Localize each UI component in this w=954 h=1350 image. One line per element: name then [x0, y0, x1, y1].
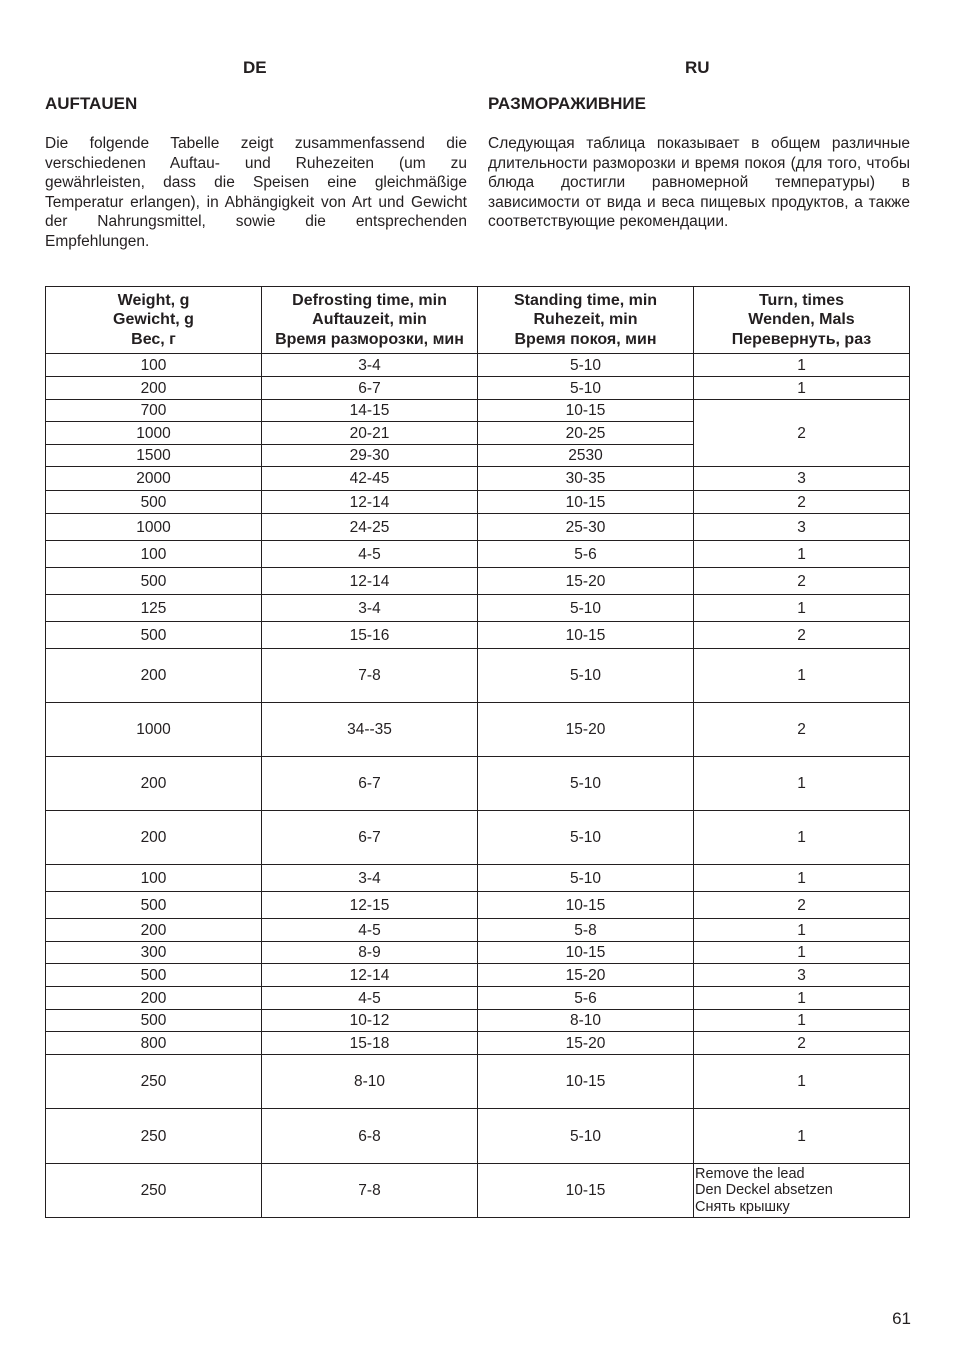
- cell-defrost-time: 7-8: [262, 649, 478, 703]
- cell-turn-times: 2: [694, 1032, 910, 1055]
- note-line: Remove the lead: [695, 1165, 805, 1182]
- cell-defrost-time: 14-15: [262, 400, 478, 422]
- note-line: Den Deckel absetzen: [695, 1182, 833, 1199]
- intro-text-ru: Следующая таблица показывает в общем различные длительности разморозки и время покоя (для того, чтобы блюда достигли равномерной температуры) в зависимости от вида и веса пищевых продуктов, а также соответствующие рекомендации.: [488, 135, 910, 231]
- cell-turn-times: 1: [694, 1109, 910, 1164]
- cell-turn-times: 1: [694, 541, 910, 568]
- table-row: [46, 377, 910, 400]
- cell-standing-time: 5-10: [478, 1109, 694, 1164]
- cell-defrost-time: 3-4: [262, 354, 478, 377]
- cell-defrost-time: 42-45: [262, 467, 478, 491]
- cell-standing-time: 15-20: [478, 964, 694, 987]
- cell-standing-time: 5-6: [478, 987, 694, 1010]
- cell-weight: 1000: [46, 422, 262, 445]
- cell-weight: 1500: [46, 445, 262, 467]
- column-header-line: Wenden, Mals: [748, 311, 855, 329]
- table-row: [46, 568, 910, 595]
- lang-label-ru: RU: [685, 58, 710, 77]
- cell-turn-times: 2: [694, 568, 910, 595]
- cell-defrost-time: 7-8: [262, 1164, 478, 1218]
- cell-defrost-time: 24-25: [262, 514, 478, 541]
- cell-turn-times: 1: [694, 595, 910, 622]
- cell-turn-times: 2: [694, 703, 910, 757]
- cell-weight: 200: [46, 811, 262, 865]
- lang-label-de: DE: [243, 58, 267, 77]
- table-row: [46, 622, 910, 649]
- cell-standing-time: 5-10: [478, 865, 694, 892]
- cell-weight: 500: [46, 964, 262, 987]
- cell-weight: 500: [46, 491, 262, 514]
- cell-weight: 200: [46, 377, 262, 400]
- cell-turn-times: 1: [694, 1055, 910, 1109]
- cell-defrost-time: 10-12: [262, 1010, 478, 1032]
- table-row: [46, 467, 910, 491]
- cell-standing-time: 15-20: [478, 568, 694, 595]
- table-row: [46, 865, 910, 892]
- cell-weight: 100: [46, 865, 262, 892]
- cell-defrost-time: 15-16: [262, 622, 478, 649]
- column-header-line: Перевернуть, раз: [731, 330, 872, 348]
- cell-weight: 700: [46, 400, 262, 422]
- cell-weight: 2000: [46, 467, 262, 491]
- table-row: [46, 1109, 910, 1164]
- cell-standing-time: 8-10: [478, 1010, 694, 1032]
- cell-defrost-time: 12-15: [262, 892, 478, 919]
- cell-standing-time: 5-8: [478, 919, 694, 942]
- cell-standing-time: 10-15: [478, 1164, 694, 1218]
- cell-weight: 100: [46, 354, 262, 377]
- cell-standing-time: 15-20: [478, 1032, 694, 1055]
- cell-standing-time: 10-15: [478, 622, 694, 649]
- column-header-turn-times: [694, 287, 910, 354]
- cell-weight: 500: [46, 1010, 262, 1032]
- cell-turn-times: 1: [694, 987, 910, 1010]
- cell-turn-times: 2: [694, 400, 910, 467]
- column-header-line: Время разморозки, мин: [275, 330, 464, 348]
- column-header-line: Defrosting time, min: [292, 291, 447, 309]
- cell-weight: 125: [46, 595, 262, 622]
- cell-weight: 250: [46, 1109, 262, 1164]
- cell-weight: 200: [46, 649, 262, 703]
- cell-turn-times: 1: [694, 377, 910, 400]
- defrost-table: [45, 286, 910, 1218]
- cell-defrost-time: 20-21: [262, 422, 478, 445]
- table-row: [46, 942, 910, 964]
- cell-defrost-time: 8-9: [262, 942, 478, 964]
- column-header-line: Ruhezeit, min: [533, 311, 638, 329]
- column-header-line: Standing time, min: [513, 291, 658, 309]
- cell-defrost-time: 34--35: [262, 703, 478, 757]
- table-row: [46, 541, 910, 568]
- cell-defrost-time: 4-5: [262, 919, 478, 942]
- cell-standing-time: 10-15: [478, 942, 694, 964]
- cell-standing-time: 10-15: [478, 491, 694, 514]
- table-row: [46, 491, 910, 514]
- table-row: [46, 987, 910, 1010]
- cell-standing-time: 10-15: [478, 892, 694, 919]
- cell-turn-times: 1: [694, 865, 910, 892]
- cell-defrost-time: 3-4: [262, 865, 478, 892]
- intro-text-de: Die folgende Tabelle zeigt zusammenfassend die verschiedenen Auftau- und Ruhezeiten (um zu gewährleisten, dass die Speisen eine gleichmäßige Temperatur erlangen), in Abhängigkeit von Art und Gewicht der Nahrungsmittel, sowie die entsprechenden Empfehlungen.: [45, 135, 467, 250]
- column-header-line: Weight, g: [117, 291, 190, 309]
- table-row: [46, 514, 910, 541]
- cell-defrost-time: 29-30: [262, 445, 478, 467]
- cell-defrost-time: 12-14: [262, 491, 478, 514]
- cell-turn-times: 1: [694, 757, 910, 811]
- cell-standing-time: 2530: [478, 445, 694, 467]
- page-number: 61: [892, 1309, 911, 1328]
- cell-turn-times: 1: [694, 811, 910, 865]
- cell-weight: 200: [46, 919, 262, 942]
- column-header-line: Auftauzeit, min: [312, 311, 427, 329]
- section-title-ru: РАЗМОРАЖИВНИЕ: [488, 94, 646, 113]
- table-header-row: [46, 287, 910, 354]
- cell-turn-times: 3: [694, 964, 910, 987]
- cell-weight: 250: [46, 1164, 262, 1218]
- table-header: [46, 287, 910, 354]
- cell-standing-time: 5-10: [478, 811, 694, 865]
- cell-weight: 300: [46, 942, 262, 964]
- cell-defrost-time: 15-18: [262, 1032, 478, 1055]
- table-row: [46, 1010, 910, 1032]
- note-line: Снять крышку: [695, 1198, 790, 1215]
- cell-defrost-time: 6-7: [262, 377, 478, 400]
- table-row: [46, 892, 910, 919]
- cell-defrost-time: 6-7: [262, 757, 478, 811]
- table-row: [46, 1032, 910, 1055]
- cell-standing-time: 10-15: [478, 1055, 694, 1109]
- cell-weight: 100: [46, 541, 262, 568]
- cell-weight: 500: [46, 568, 262, 595]
- column-header-line: Время покоя, мин: [514, 330, 657, 348]
- cell-weight: 250: [46, 1055, 262, 1109]
- table-row: [46, 400, 910, 422]
- cell-defrost-time: 4-5: [262, 987, 478, 1010]
- cell-weight: 500: [46, 622, 262, 649]
- cell-defrost-time: 8-10: [262, 1055, 478, 1109]
- cell-weight: 1000: [46, 703, 262, 757]
- cell-turn-times: 3: [694, 467, 910, 491]
- cell-turn-times: 1: [694, 354, 910, 377]
- cell-standing-time: 5-10: [478, 649, 694, 703]
- cell-standing-time: 25-30: [478, 514, 694, 541]
- section-title-de: AUFTAUEN: [45, 94, 138, 113]
- column-header-line: Вес, г: [131, 330, 176, 348]
- table-row: [46, 811, 910, 865]
- cell-turn-times: 1: [694, 649, 910, 703]
- cell-weight: 500: [46, 892, 262, 919]
- cell-standing-time: 5-10: [478, 377, 694, 400]
- cell-defrost-time: 6-8: [262, 1109, 478, 1164]
- cell-weight: 200: [46, 757, 262, 811]
- cell-weight: 800: [46, 1032, 262, 1055]
- table-row: [46, 757, 910, 811]
- cell-defrost-time: 3-4: [262, 595, 478, 622]
- cell-turn-times: 1: [694, 942, 910, 964]
- table-row: [46, 595, 910, 622]
- cell-turn-times: 1: [694, 919, 910, 942]
- column-header-line: Gewicht, g: [113, 311, 194, 329]
- table-row: [46, 354, 910, 377]
- table-row: [46, 964, 910, 987]
- cell-defrost-time: 6-7: [262, 811, 478, 865]
- cell-standing-time: 5-10: [478, 354, 694, 377]
- cell-standing-time: 30-35: [478, 467, 694, 491]
- column-header-weight: [46, 287, 262, 354]
- cell-standing-time: 5-10: [478, 595, 694, 622]
- table-body: [46, 354, 910, 1218]
- cell-turn-times: 2: [694, 892, 910, 919]
- cell-standing-time: 20-25: [478, 422, 694, 445]
- cell-standing-time: 15-20: [478, 703, 694, 757]
- column-header-defrost-time: [262, 287, 478, 354]
- table-row: [46, 919, 910, 942]
- cell-standing-time: 5-10: [478, 757, 694, 811]
- cell-turn-times: 1: [694, 1010, 910, 1032]
- table-row: [46, 649, 910, 703]
- cell-defrost-time: 12-14: [262, 964, 478, 987]
- cell-defrost-time: 4-5: [262, 541, 478, 568]
- cell-turn-times: 2: [694, 622, 910, 649]
- column-header-line: Turn, times: [758, 291, 845, 309]
- table-row: [46, 1164, 910, 1218]
- table-row: [46, 703, 910, 757]
- cell-defrost-time: 12-14: [262, 568, 478, 595]
- cell-standing-time: 10-15: [478, 400, 694, 422]
- column-header-standing-time: [478, 287, 694, 354]
- cell-weight: 200: [46, 987, 262, 1010]
- cell-turn-times: 2: [694, 491, 910, 514]
- table-row: [46, 1055, 910, 1109]
- cell-turn-note: [694, 1164, 910, 1218]
- cell-turn-times: 3: [694, 514, 910, 541]
- cell-standing-time: 5-6: [478, 541, 694, 568]
- cell-weight: 1000: [46, 514, 262, 541]
